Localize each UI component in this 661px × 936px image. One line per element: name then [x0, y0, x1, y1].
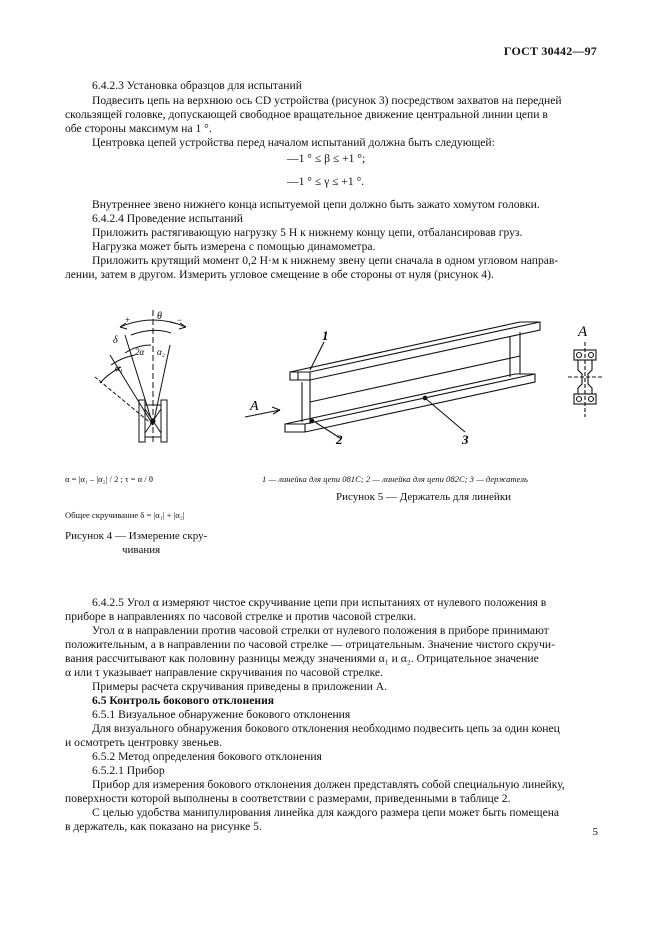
section-heading-6423: 6.4.2.3 Установка образцов для испытаний [92, 79, 302, 92]
paragraph-line: 6.4.2.5 Угол α измеряют чистое скручивание цепи при испытаниях от нулевого положения в [92, 596, 547, 609]
arrow-a-label: A [250, 399, 259, 414]
figure-5-ruler-holder [240, 312, 610, 452]
label-1: 1 [322, 328, 329, 343]
paragraph-line: Прибор для измерения бокового отклонения должен представлять собой специальную линейку, [92, 778, 565, 791]
minus-sign: − [177, 315, 183, 325]
page-number: 5 [592, 826, 598, 838]
paragraph-line: поверхности которой выполнены в соответствии с размерами, приведенными в таблице 2. [65, 792, 511, 805]
paragraph-line: вания рассчитывают как половину разницы между значениями α₁ и α₂. Отрицательное значение [65, 652, 539, 665]
formula-alpha-tau: α = |α₁ – |α₂| / 2 ; τ = α / θ [65, 474, 153, 484]
formula-beta: —1 ° ≤ β ≤ +1 °; [287, 152, 366, 165]
paragraph-line: приборе в направлениях по часовой стрелке и против часовой стрелки. [65, 610, 417, 623]
paragraph-line: обе стороны максимум на 1 °. [65, 122, 212, 135]
total-twist-formula: Общее скручивание δ = |α₁| + |α₂| [65, 510, 185, 520]
label-3: 3 [462, 432, 469, 447]
paragraph-line: С целью удобства манипулирования линейка для каждого размера цепи может быть помещена [92, 806, 560, 819]
delta-label: δ [113, 335, 118, 346]
section-heading-6424: 6.4.2.4 Проведение испытаний [92, 212, 243, 225]
paragraph-line: Нагрузка может быть измерена с помощью динамометра. [92, 240, 376, 253]
formula-gamma: —1 ° ≤ γ ≤ +1 °. [287, 175, 365, 188]
theta-label: θ [157, 311, 162, 322]
paragraph-line: Примеры расчета скручивания приведены в приложении А. [92, 680, 387, 693]
paragraph-line: Приложить крутящий момент 0,2 Н·м к нижнему звену цепи сначала в одном угловом направ- [92, 254, 559, 267]
paragraph-line: лении, затем в другом. Измерить угловое смещение в обе стороны от нуля (рисунок 4). [65, 268, 494, 281]
paragraph-line: Приложить растягивающую нагрузку 5 Н к нижнему концу цепи, отбалансировав груз. [92, 226, 523, 239]
figure-5-caption: Рисунок 5 — Держатель для линейки [336, 491, 512, 503]
figure-4-twist-diagram [65, 305, 225, 455]
view-a-label: A [578, 324, 588, 340]
section-heading-652: 6.5.2 Метод определения бокового отклонения [92, 750, 322, 763]
paragraph-line: Для визуального обнаружения бокового отклонения необходимо подвесить цепь за один конец [92, 722, 560, 735]
paragraph-line: Центровка цепей устройства перед началом испытаний должна быть следующей: [92, 136, 495, 149]
paragraph-line: в держатель, как показано на рисунке 5. [65, 820, 262, 833]
figure-5-legend: 1 — линейка для цепи 081С; 2 — линейка для цепи 082С; 3 — держатель [262, 474, 528, 484]
paragraph-line: α или τ указывает направление скручивания по часовой стрелке. [65, 666, 383, 679]
plus-sign: + [125, 315, 131, 325]
alpha1-label: α₁ [115, 363, 123, 373]
figure-4-caption: Рисунок 4 — Измерение скру- [65, 530, 208, 542]
alpha2-label: α₂ [157, 347, 165, 357]
figure-4-caption: чивания [122, 544, 161, 556]
section-heading-651: 6.5.1 Визуальное обнаружение бокового отклонения [92, 708, 351, 721]
paragraph-line: и осмотреть центровку звеньев. [65, 736, 222, 749]
paragraph-line: скользящей головке, допускающей свободное вращательное движение центральной линии цепи в [65, 108, 548, 121]
label-2: 2 [336, 432, 343, 447]
two-alpha-label: 2α [135, 347, 145, 357]
paragraph-line: Угол α в направлении против часовой стрелки от нулевого положения в приборе принимают [92, 624, 549, 637]
section-heading-65: 6.5 Контроль бокового отклонения [92, 694, 275, 707]
paragraph-line: положительным, а в направлении по часовой стрелке — отрицательным. Значение чистого скручи- [65, 638, 555, 651]
paragraph-line: Подвесить цепь на верхнюю ось CD устройства (рисунок 3) посредством захватов на передней [92, 94, 562, 107]
document-header: ГОСТ 30442—97 [503, 44, 597, 58]
paragraph-line: Внутреннее звено нижнего конца испытуемой цепи должно быть зажато хомутом головки. [92, 198, 540, 211]
section-heading-6521: 6.5.2.1 Прибор [92, 764, 165, 777]
